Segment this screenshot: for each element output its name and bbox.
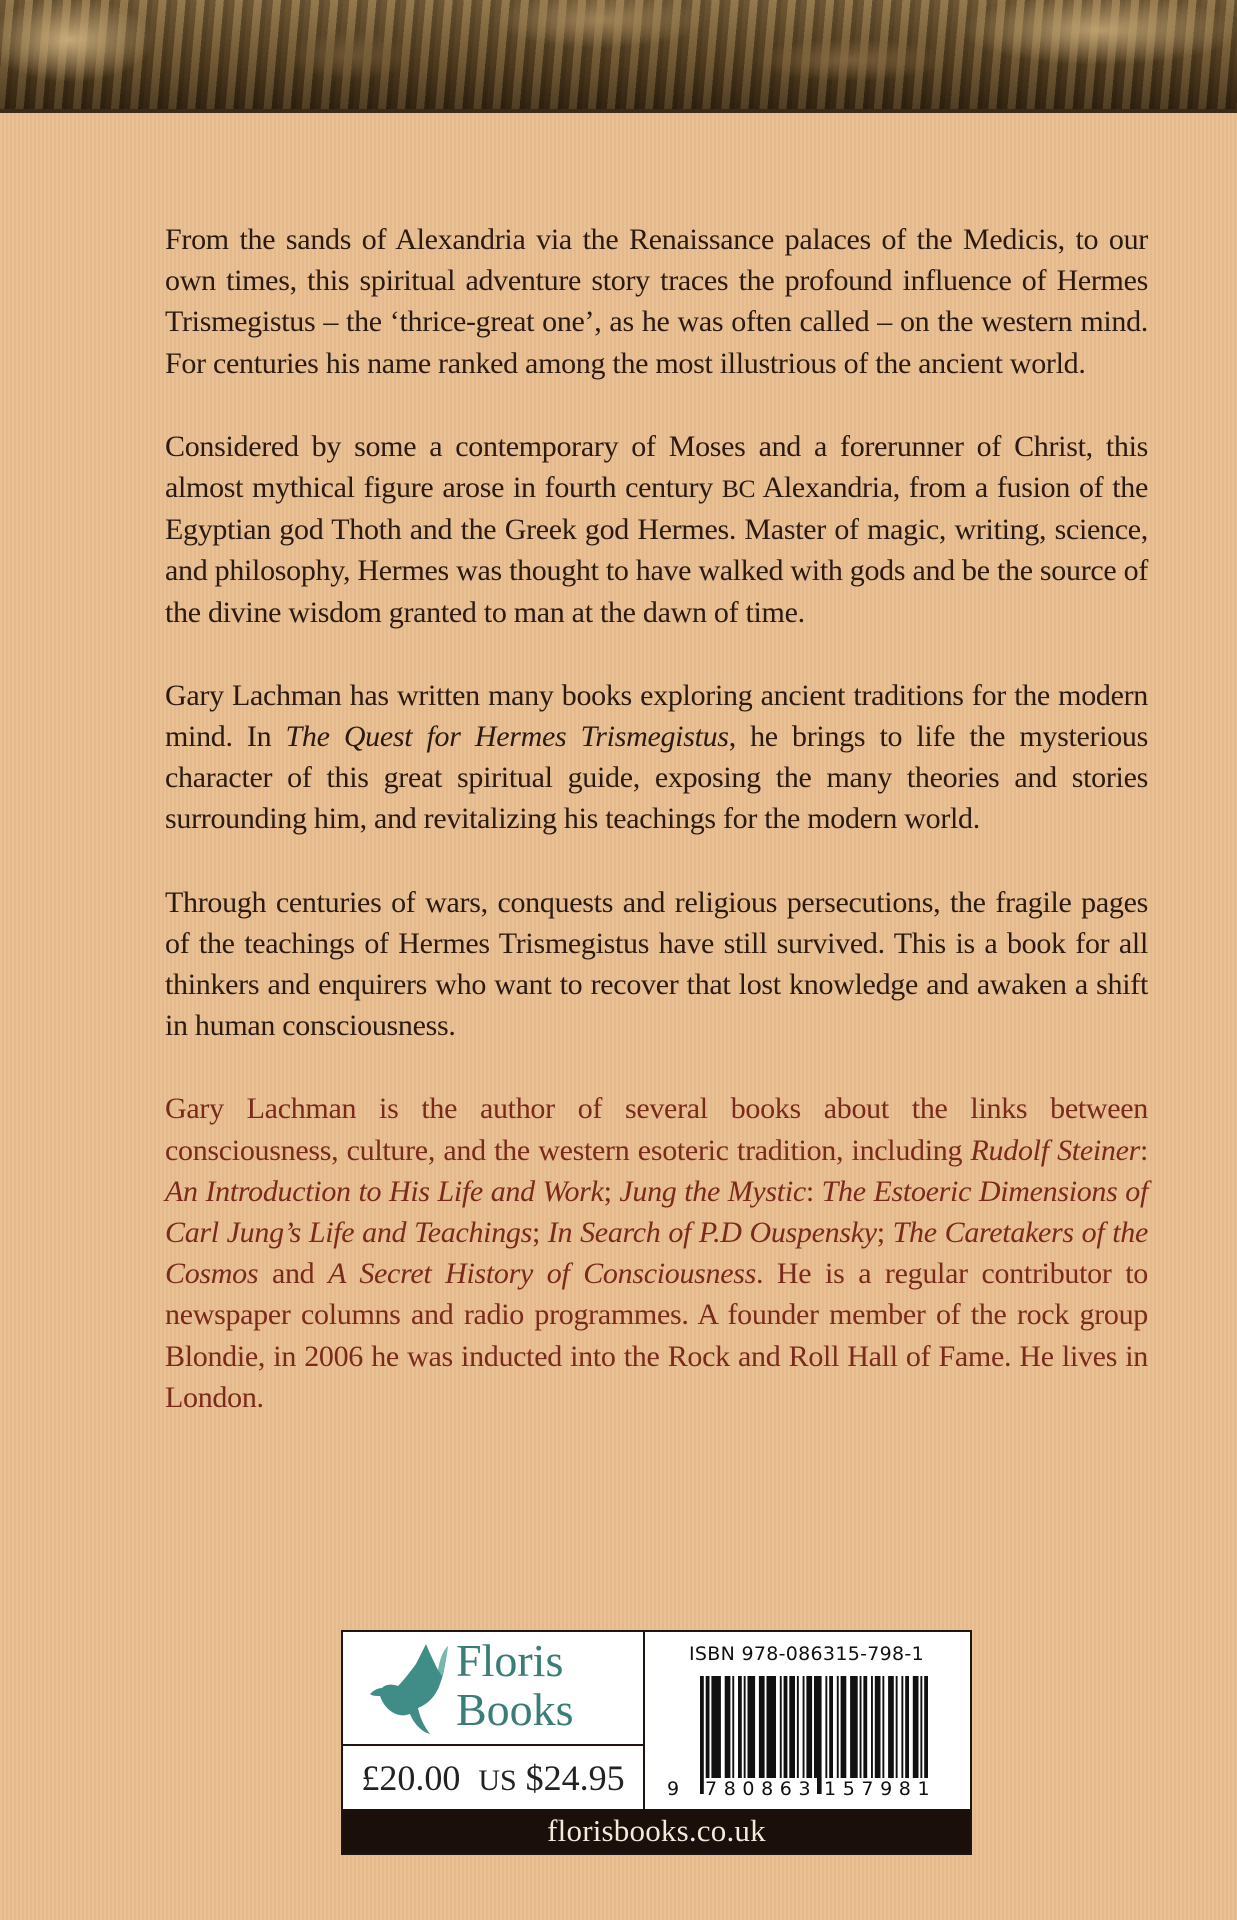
barcode-group-1: 780863 [705, 1778, 818, 1800]
blurb-paragraph-2: Considered by some a contemporary of Moses and a forerunner of Christ, this almost mythical figure arose in fourth century BC Alexandria, from a fusion of the Egyptian god Thoth and the Greek god Hermes. Master of magic, writing, science, and philosophy, Hermes was thought to have walked with gods and be the source of the divine wisdom granted to man at the dawn of time. [165, 429, 1149, 629]
price-usd-group [478, 1757, 624, 1799]
barcode-panel [645, 1632, 970, 1809]
dove-icon [368, 1640, 456, 1740]
back-cover-text [165, 219, 1148, 1460]
price-us-label: US [478, 1763, 517, 1797]
barcode-icon [700, 1676, 945, 1794]
author-bio: Gary Lachman is the author of several books about the links between consciousness, culture, and the western esoteric tradition, including Rudolf Steiner: An Introduction to His Life and Work; Jung the Mystic: The Estoeric Dimensions of Carl Jung’s Life and Teachings; In Search of P.D Ouspensky; The Caretakers of the Cosmos and A Secret History of Consciousness. He is a regular contributor to newspaper columns and radio programmes. A founder member of the rock group Blondie, in 2006 he was inducted into the Rock and Roll Hall of Fame. He lives in London. [165, 1092, 1149, 1414]
blurb-paragraph-1: From the sands of Alexandria via the Renaissance palaces of the Medicis, to our own times, this spiritual adventure story traces the profound influence of Hermes Trismegistus – the ‘thrice-great one’, as he was often called – on the western mind. For centuries his name ranked among the most illustrious of the ancient world. [165, 223, 1148, 380]
book-title: Rudolf Steiner [970, 1133, 1140, 1167]
publisher-website: florisbooks.co.uk [343, 1809, 970, 1853]
book-title: An Introduction to His Life and Work [165, 1174, 604, 1208]
imprint-box [341, 1630, 972, 1855]
barcode-lead-digit: 9 [667, 1778, 686, 1800]
cover-header-photo [0, 0, 1237, 113]
book-title: The Estoeric Dimensions of Carl Jung’s Life and Teachings [165, 1174, 1148, 1250]
book-title: The Caretakers of the Cosmos [165, 1216, 1148, 1291]
abbreviation: BC [721, 474, 756, 504]
book-title: In Search of P.D Ouspensky [547, 1216, 877, 1250]
isbn-label: ISBN 978-086315-798-1 [689, 1643, 924, 1665]
blurb-paragraph-4: Through centuries of wars, conquests and religious persecutions, the fragile pages of the teachings of Hermes Trismegistus have still survived. This is a book for all thinkers and enquirers who want to recover that lost knowledge and awaken a shift in human consciousness. [165, 885, 1148, 1043]
blurb-paragraph-3: Gary Lachman has written many books exploring ancient traditions for the modern mind. In The Quest for Hermes Trismegistus, he brings to life the mysterious character of this great spiritual guide, exposing the many theories and stories surrounding him, and revitalizing his teachings for the modern world. [165, 678, 1149, 836]
publisher-name [456, 1636, 574, 1734]
price-gbp: £20.00 [361, 1757, 461, 1798]
publisher-name-line1: Floris [456, 1635, 564, 1686]
price-row [343, 1746, 645, 1809]
barcode-group-2: 157981 [824, 1778, 937, 1800]
price-usd: $24.95 [525, 1757, 625, 1798]
publisher-logo [343, 1632, 645, 1746]
publisher-name-line2: Books [456, 1684, 574, 1735]
book-title: The Quest for Hermes Trismegistus [285, 720, 729, 754]
book-title: Jung the Mystic [619, 1174, 806, 1208]
book-title: A Secret History of Consciousness [328, 1257, 756, 1291]
